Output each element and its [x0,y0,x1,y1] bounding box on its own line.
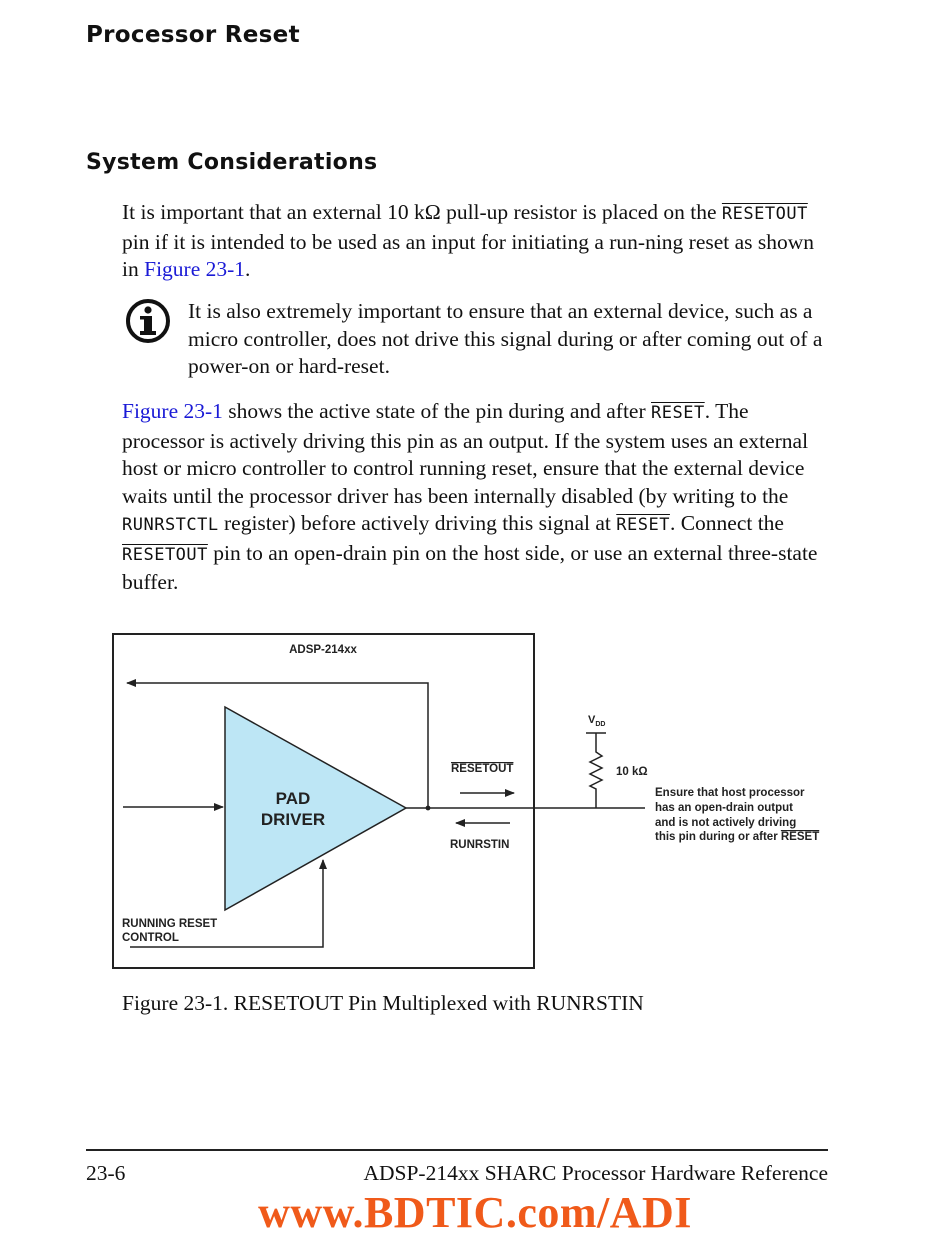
host-note-line-4: this pin during or after RESET [655,831,820,843]
resistor-value-label: 10 kΩ [616,766,648,778]
chip-label: ADSP-214xx [289,644,357,656]
figure-link[interactable]: Figure 23-1 [122,399,223,423]
para1-text-1: It is important that an external 10 kΩ pull-up resistor is placed on the [122,200,722,224]
para2-text-1: shows the active state of the pin during and after [222,399,652,423]
signal-reset: RESET [651,403,705,423]
host-note-line-3: and is not actively driving [655,817,797,829]
signal-resetout: RESETOUT [122,544,208,565]
watermark-url[interactable]: www.BDTIC.com/ADI [258,1188,692,1237]
signal-reset: RESET [616,515,670,535]
para2-text-2: . The processor is actively driving this pin as an output. If the system uses an external host or micro controller to control running reset, ensure that the external device waits until the processor driver has been internally disabled (by writing to the [122,399,809,508]
note-text: It is also extremely important to ensure that an external device, such as a micro controller, does not drive this signal during or after coming out of a power-on or hard-reset. [188,299,823,378]
host-note-line-1: Ensure that host processor [655,787,805,799]
pad-driver-triangle [225,707,406,910]
pin-multiplex-diagram [0,620,950,980]
page-number: 23-6 [86,1161,126,1185]
para1-text-3: . [245,257,251,281]
running-head: Processor Reset [86,22,300,48]
paragraph-pullup [122,199,828,284]
para2-text-3: register) before actively driving this signal at [218,511,617,535]
footer-book-title: ADSP-214xx SHARC Processor Hardware Reference [363,1161,828,1185]
paragraph-active-state [122,398,828,597]
runrstin-label: RUNRSTIN [450,839,510,851]
running-reset-control-label-1: RUNNING RESET [122,918,218,930]
pullup-resistor-symbol [590,733,602,808]
pad-driver-label-2: DRIVER [260,810,326,829]
host-note-line-2: has an open-drain output [655,802,793,814]
footer-rule [86,1149,828,1151]
figure-link[interactable]: Figure 23-1 [144,257,246,281]
para2-text-5: pin to an open-drain pin on the host side, or use an external three-state buffer. [122,540,818,594]
signal-resetout: RESETOUT [721,204,808,224]
figure-caption: Figure 23-1. RESETOUT Pin Multiplexed with RUNRSTIN [122,991,644,1015]
vdd-label: $V_{DD}$ [588,714,606,728]
info-icon [125,298,171,344]
pad-driver-label-1: PAD [275,789,311,808]
register-runrstctl: RUNRSTCTL [122,515,219,535]
para2-text-4: . Connect the [669,511,784,535]
running-reset-control-label-2: CONTROL [122,932,179,944]
section-heading: System Considerations [86,150,378,175]
resetout-label: RESETOUT [451,763,514,775]
para1-text-2: pin if it is intended to be used as an input for initiating a run-ning reset as shown in [122,229,815,281]
